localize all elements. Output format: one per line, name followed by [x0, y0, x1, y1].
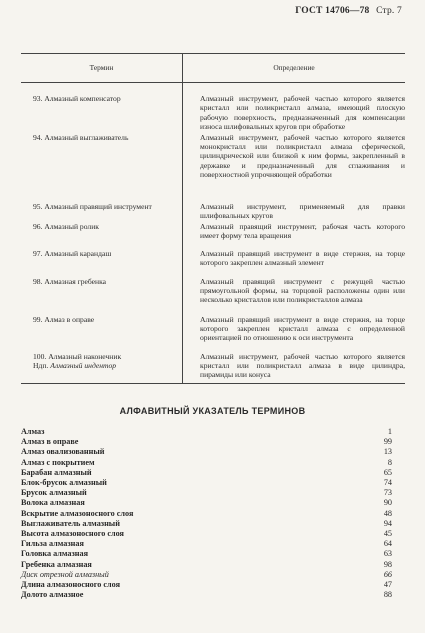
- index-term: Диск отрезной алмазный: [21, 569, 109, 579]
- table-row: [21, 315, 405, 352]
- definition-cell: Алмазный инструмент, рабочей частью которого является монокристалл или поликристалл алмаза сферической, цилиндрической или близкой к ним формы, закрепленный в державке и предназначенный для сглаживания и поверхностной упрочняющей обработки: [183, 133, 406, 202]
- index-number: 88: [383, 590, 392, 600]
- index-entry: [21, 437, 392, 447]
- index-entry: [21, 468, 392, 478]
- standard-code: ГОСТ 14706—78: [295, 6, 370, 16]
- term-cell: 97. Алмазный карандаш: [33, 248, 112, 258]
- index-term: Вскрытие алмазоносного слоя: [21, 508, 134, 518]
- index-entry: [21, 529, 392, 539]
- table-row: [21, 83, 405, 133]
- index-term: Брусок алмазный: [21, 488, 87, 498]
- index-number: 98: [383, 559, 392, 569]
- index-entry: [21, 488, 392, 498]
- index-number: 74: [383, 478, 392, 488]
- index-number: 73: [383, 488, 392, 498]
- term-cell: 99. Алмаз в оправе: [33, 314, 95, 324]
- index-number: 45: [383, 529, 392, 539]
- deprecated-prefix: Ндп.: [33, 360, 49, 370]
- terms-table: [21, 53, 405, 384]
- term-cell: 96. Алмазный ролик: [33, 221, 99, 231]
- definition-cell: Алмазный правящий инструмент в виде стержня, на торце которого закреплен алмазный элемент: [183, 249, 406, 277]
- table-row: [21, 249, 405, 277]
- definition-cell: Алмазный инструмент, рабочей частью которого является кристалл или поликристалл алмаза в виде цилиндра, пирамиды или конуса: [183, 352, 406, 384]
- term-cell: 98. Алмазная гребенка: [33, 276, 107, 286]
- index-number: 65: [383, 467, 392, 477]
- index-number: 47: [383, 580, 392, 590]
- index-entry: [21, 458, 392, 468]
- index-entry: [21, 560, 392, 570]
- page-number: Стр. 7: [376, 6, 402, 16]
- deprecated-term: [33, 361, 178, 370]
- index-term: Блок-брусок алмазный: [21, 478, 107, 488]
- index-number: 63: [383, 549, 392, 559]
- term-cell: 94. Алмазный выглаживатель: [33, 132, 129, 142]
- term-text: 100. Алмазный наконечник: [33, 351, 122, 361]
- index-number: 48: [383, 508, 392, 518]
- deprecated-term-text: Алмазный индентор: [50, 360, 117, 370]
- index-entry: [21, 498, 392, 508]
- index-term: Длина алмазоносного слоя: [21, 580, 121, 590]
- index-title: АЛФАВИТНЫЙ УКАЗАТЕЛЬ ТЕРМИНОВ: [119, 406, 306, 416]
- index-number: 8: [387, 457, 392, 467]
- index-number: 99: [383, 437, 392, 447]
- index-term: Алмаз овализованный: [21, 447, 105, 457]
- index-entry: [21, 570, 392, 580]
- index-term: Долото алмазное: [21, 590, 84, 600]
- definition-cell: Алмазный правящий инструмент с режущей частью прямоугольной формы, на торцовой расположены один или несколько кристаллов или поликристаллов алмаза: [183, 277, 406, 315]
- index-number: 66: [383, 569, 392, 579]
- alphabetical-index: [21, 427, 392, 600]
- index-term: Высота алмазоносного слоя: [21, 529, 124, 539]
- column-header-term: Термин: [21, 54, 183, 83]
- index-term: Гребенка алмазная: [21, 559, 92, 569]
- index-entry: [21, 590, 392, 600]
- table-row: [21, 277, 405, 315]
- table-row: [21, 352, 405, 384]
- index-term: Головка алмазная: [21, 549, 89, 559]
- index-entry: [21, 427, 392, 437]
- column-header-definition: Определение: [183, 54, 406, 83]
- index-number: 94: [383, 518, 392, 528]
- index-entry: [21, 478, 392, 488]
- index-number: 13: [383, 447, 392, 457]
- term-cell: [21, 352, 183, 384]
- index-term: Алмаз: [21, 427, 45, 436]
- term-cell: 95. Алмазный правящий инструмент: [33, 201, 152, 211]
- index-term: Гильза алмазная: [21, 539, 84, 549]
- definition-cell: Алмазный правящий инструмент, рабочая часть которого имеет форму тела вращения: [183, 222, 406, 249]
- index-entry: [21, 447, 392, 457]
- index-number: 64: [383, 539, 392, 549]
- definition-cell: Алмазный правящий инструмент в виде стержня, на торце которого закреплен кристалл алмаза с определенной ориентацией по отношению к оси инструмента: [183, 315, 406, 352]
- term-cell: 93. Алмазный компенсатор: [33, 94, 121, 103]
- table-header-row: [21, 54, 405, 83]
- table-row: [21, 133, 405, 202]
- definition-cell: Алмазный инструмент, рабочей частью которого является кристалл или поликристалл алмаза, имеющий плоскую рабочую поверхность, предназначенный для компенсации износа шлифовальных кругов при обработке: [183, 83, 406, 133]
- index-term: Барабан алмазный: [21, 467, 92, 477]
- index-term: Волока алмазная: [21, 498, 85, 508]
- index-entry: [21, 580, 392, 590]
- index-number: 1: [387, 427, 392, 436]
- table-row: [21, 202, 405, 222]
- index-entry: [21, 519, 392, 529]
- index-term: Алмаз в оправе: [21, 437, 79, 447]
- index-number: 90: [383, 498, 392, 508]
- index-term: Выглаживатель алмазный: [21, 518, 120, 528]
- index-entry: [21, 549, 392, 559]
- page-header: [295, 6, 402, 16]
- index-term: Алмаз с покрытием: [21, 457, 95, 467]
- table-row: [21, 222, 405, 249]
- index-entry: [21, 509, 392, 519]
- index-entry: [21, 539, 392, 549]
- definition-cell: Алмазный инструмент, применяемый для правки шлифовальных кругов: [183, 202, 406, 222]
